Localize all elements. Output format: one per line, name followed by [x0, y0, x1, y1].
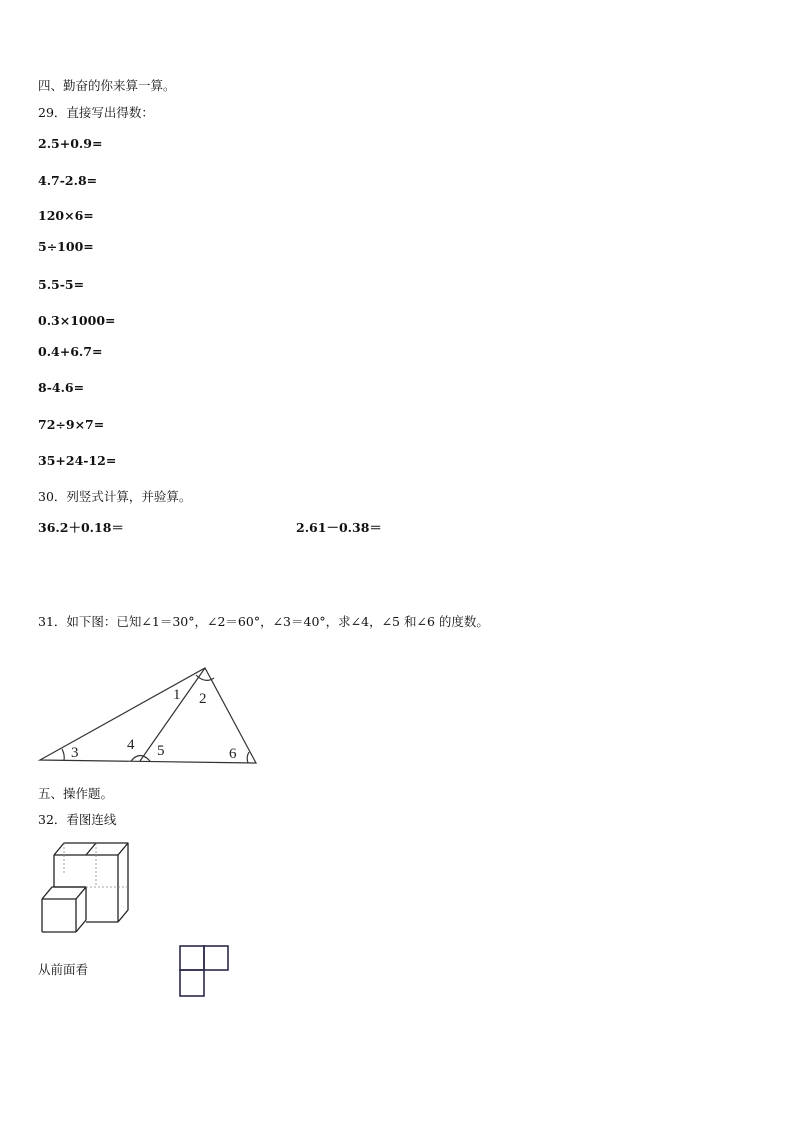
- q30-right-expression: 2.61－0.38＝: [296, 520, 382, 535]
- angle-label-6: 6: [229, 746, 237, 762]
- q32-title: 32．看图连线: [38, 812, 117, 827]
- q32-view-label: 从前面看: [38, 962, 89, 977]
- q29-item-1: 2.5+0.9=: [38, 136, 103, 151]
- q30-left-expression: 36.2＋0.18＝: [38, 520, 124, 535]
- front-view-square-bottom-left: [180, 970, 204, 996]
- front-view-square-top-right: [204, 946, 228, 970]
- q29-item-8: 8-4.6=: [38, 380, 85, 395]
- q29-item-9: 72÷9×7=: [38, 417, 105, 432]
- q31-title: 31．如下图：已知∠1＝30°，∠2＝60°，∠3＝40°，求∠4，∠5 和∠6 的度数。: [38, 614, 489, 629]
- angle-label-3: 3: [71, 745, 79, 761]
- q29-item-4: 5÷100=: [38, 239, 94, 254]
- section5-title: 五、操作题。: [38, 786, 114, 801]
- q29-item-2: 4.7-2.8=: [38, 173, 98, 188]
- q29-title: 29．直接写出得数：: [38, 105, 154, 120]
- section4-title: 四、勤奋的你来算一算。: [38, 78, 176, 93]
- q29-item-7: 0.4+6.7=: [38, 344, 103, 359]
- q29-item-10: 35+24-12=: [38, 453, 117, 468]
- angle-label-2: 2: [199, 691, 207, 707]
- q30-title: 30．列竖式计算，并验算。: [38, 489, 192, 504]
- q29-item-6: 0.3×1000=: [38, 313, 116, 328]
- angle-label-4: 4: [127, 737, 135, 753]
- angle-label-5: 5: [157, 743, 165, 759]
- angle-label-1: 1: [173, 687, 181, 703]
- front-view-square-top-left: [180, 946, 204, 970]
- q29-item-3: 120×6=: [38, 208, 94, 223]
- q29-item-5: 5.5-5=: [38, 277, 85, 292]
